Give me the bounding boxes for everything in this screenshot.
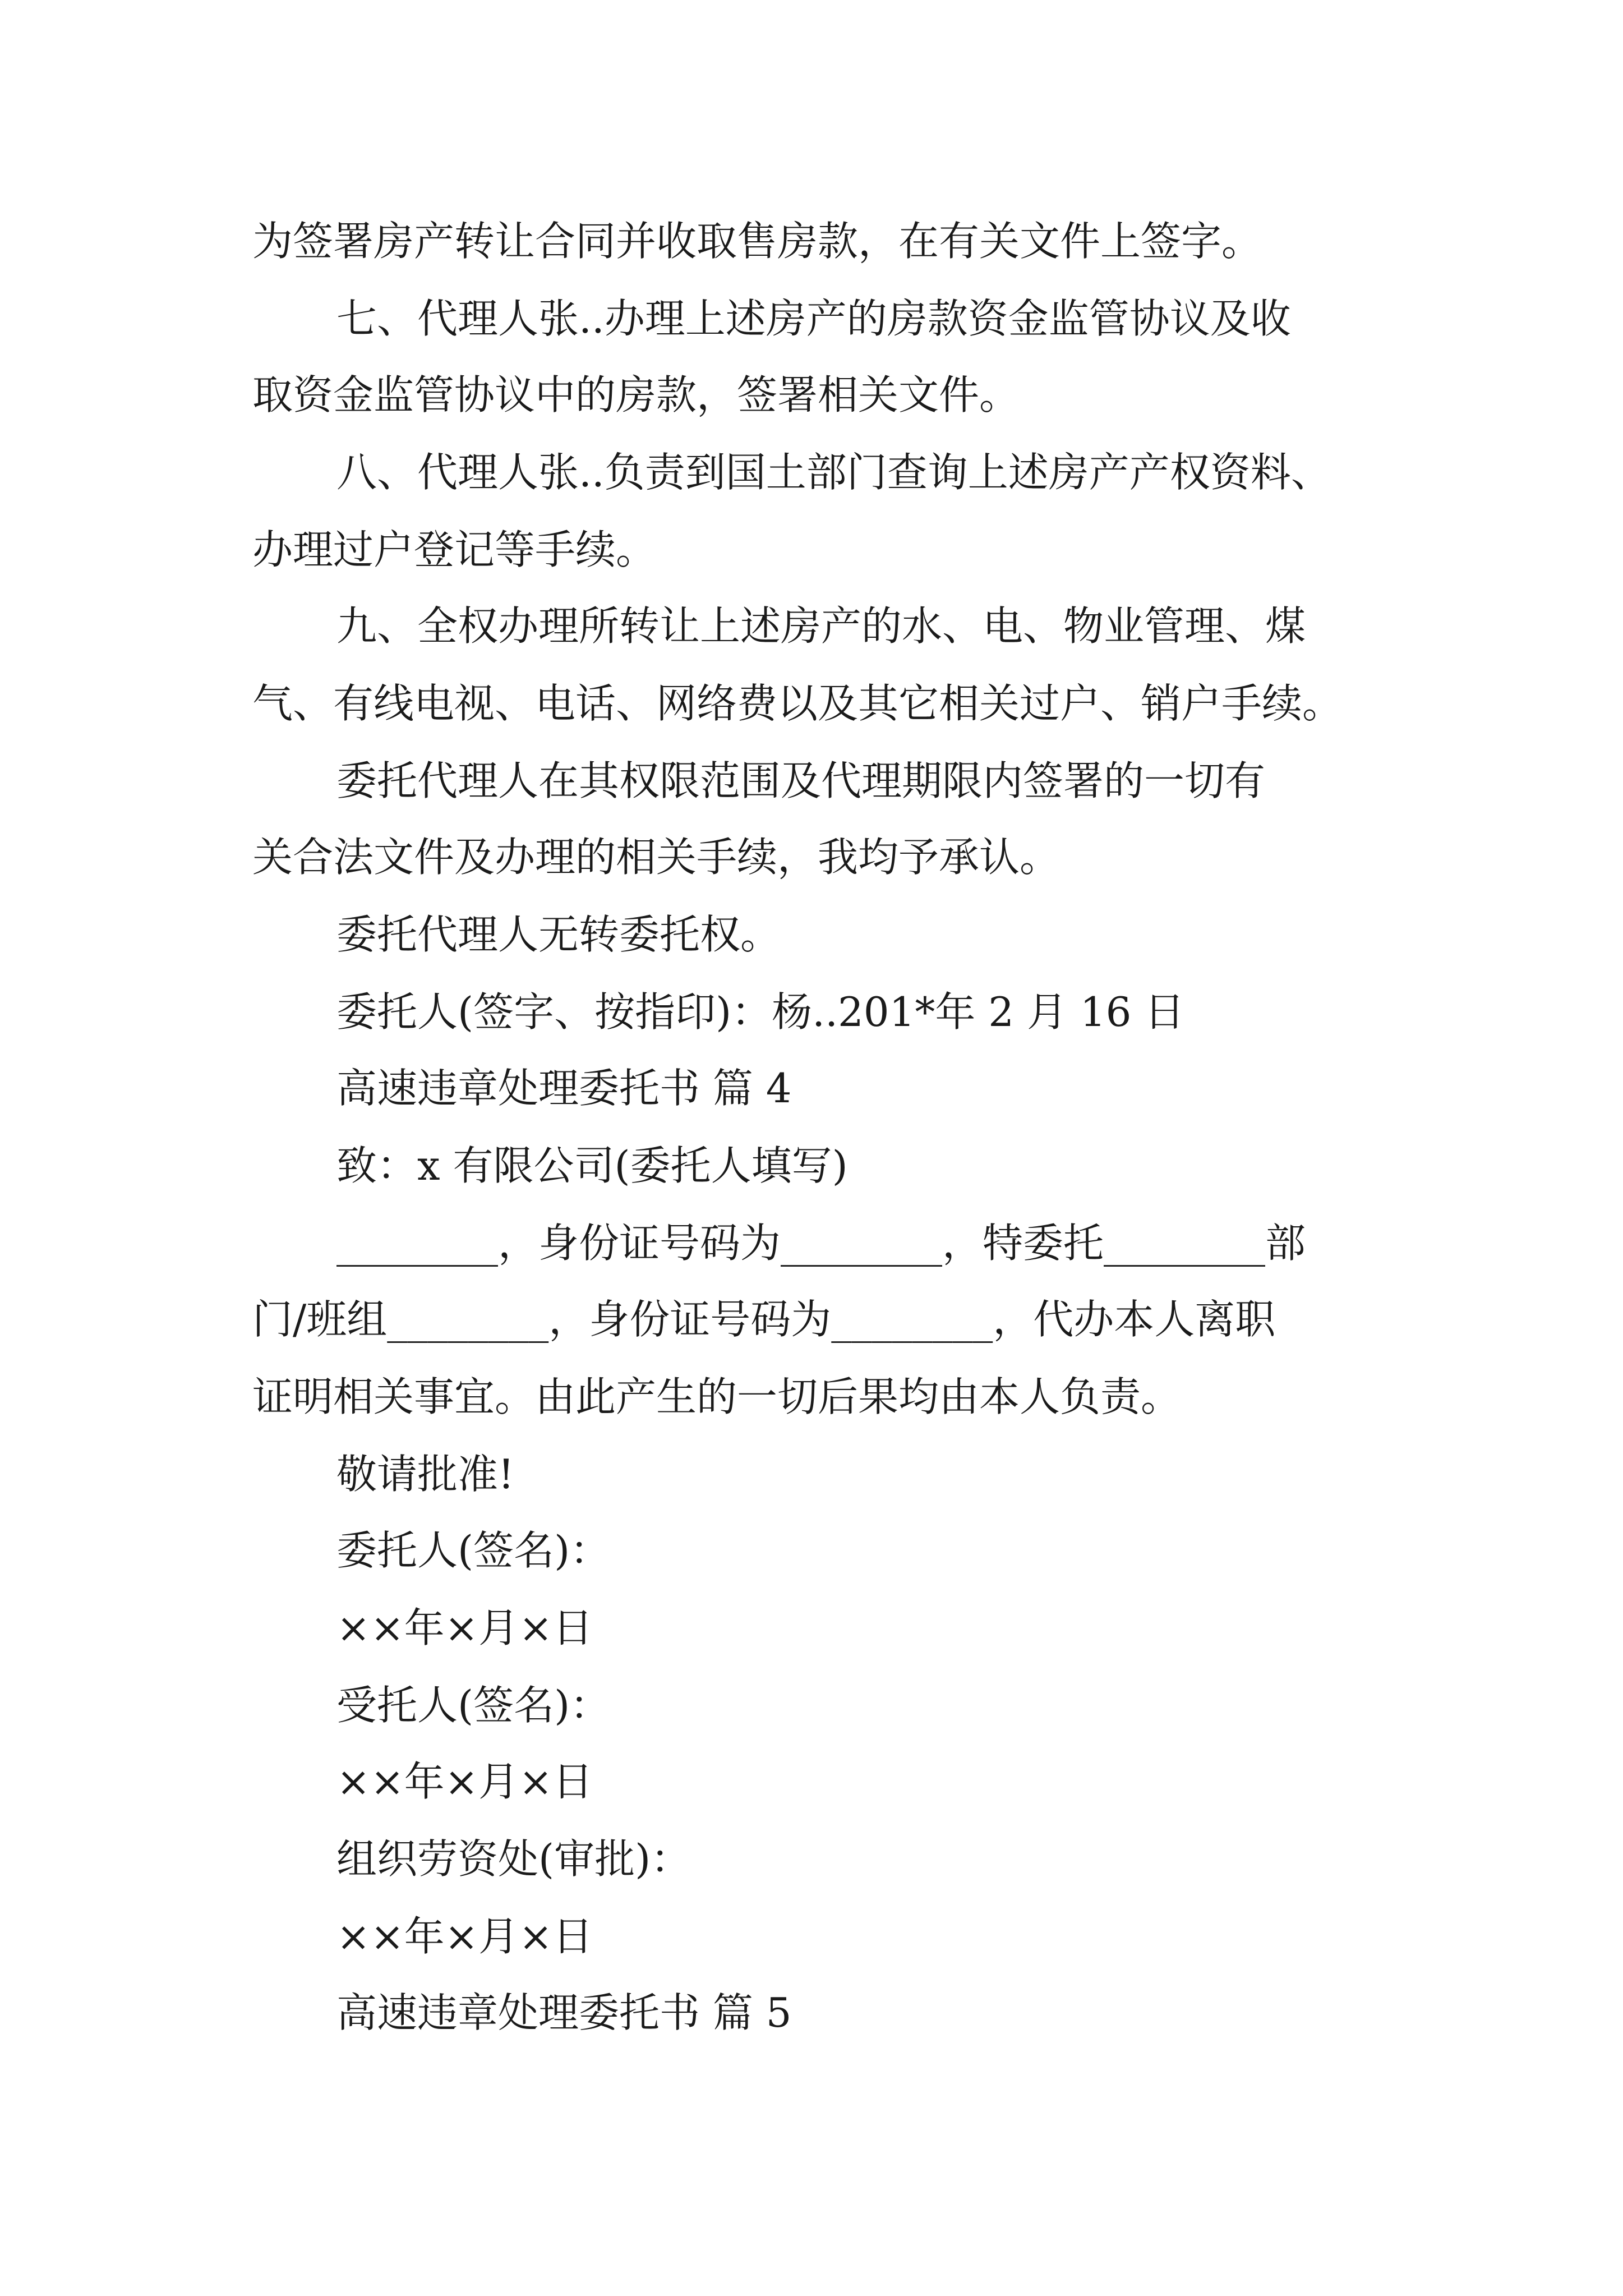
- text-line: 关合法文件及办理的相关手续，我均予承认。: [252, 834, 1061, 881]
- text-line: 受托人(签名)：: [336, 1682, 611, 1729]
- section-heading: 高速违章处理委托书 篇 4: [336, 1065, 792, 1112]
- text-line: 办理过户登记等手续。: [252, 526, 657, 573]
- text-line: 九、全权办理所转让上述房产的水、电、物业管理、煤: [336, 602, 1306, 650]
- text-line: ________，身份证号码为________，特委托________部: [336, 1220, 1306, 1267]
- text-line: 致：x 有限公司(委托人填写): [336, 1142, 848, 1189]
- text-line: 为签署房产转让合同并收取售房款，在有关文件上签字。: [252, 218, 1262, 265]
- text-line: 门/班组________，身份证号码为________，代办本人离职: [252, 1296, 1276, 1343]
- text-line: 组织劳资处(审批)：: [336, 1835, 691, 1883]
- date-line: ××年×月×日: [336, 1604, 593, 1651]
- text-line: 证明相关事宜。由此产生的一切后果均由本人负责。: [252, 1373, 1182, 1420]
- text-line: 委托人(签名)：: [336, 1527, 611, 1574]
- text-line: 委托代理人无转委托权。: [336, 911, 781, 958]
- date-line: ××年×月×日: [336, 1913, 593, 1960]
- date-line: ××年×月×日: [336, 1758, 593, 1805]
- text-line: 气、有线电视、电话、网络费以及其它相关过户、销户手续。: [252, 680, 1343, 727]
- section-heading: 高速违章处理委托书 篇 5: [336, 1989, 792, 2036]
- text-line: 委托代理人在其权限范围及代理期限内签署的一切有: [336, 757, 1266, 804]
- text-line: 敬请批准!: [336, 1451, 514, 1498]
- text-line: 八、代理人张..负责到国土部门查询上述房产产权资料、: [336, 449, 1331, 496]
- text-line: 委托人(签字、按指印)：杨..201*年 2 月 16 日: [336, 988, 1185, 1036]
- text-line: 七、代理人张..办理上述房产的房款资金监管协议及收: [336, 295, 1291, 342]
- text-line: 取资金监管协议中的房款，签署相关文件。: [252, 371, 1020, 418]
